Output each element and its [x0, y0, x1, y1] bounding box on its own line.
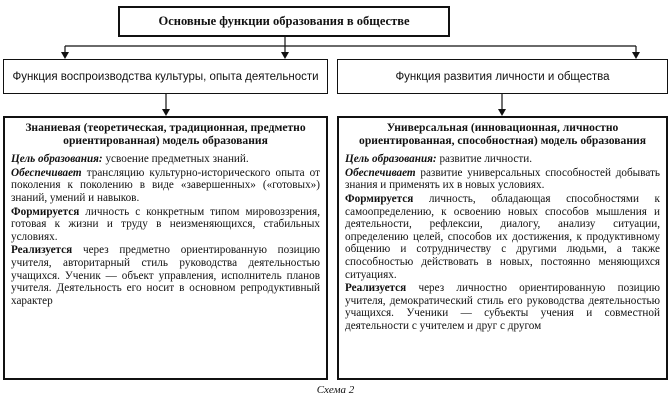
personality-development-function-box: Функция развития личности и общества [337, 59, 668, 94]
diagram-title: Основные функции образования в обществе [118, 6, 450, 37]
knowledge-model-forms: Формируется личность с конкретным типом мировоззрения, готовая к жизни и труду в неизменяющихся, стабильных условиях. [11, 205, 320, 243]
universal-model-realized: Реализуется через личностно ориентированную позицию учителя, демократический стиль его руководства деятельностью учащихся. Ученики — субъекты учения и совместной деятельности с учителем и друг с другом [345, 282, 660, 332]
universal-model-title: Универсальная (инновационная, личностно ориентированная, способностная) модель образования [359, 121, 646, 147]
knowledge-model-goal: Цель образования: усвоение предметных знаний. [11, 153, 249, 166]
universal-model-goal: Цель образования: развитие личности. [345, 153, 533, 166]
knowledge-model-title: Знаниевая (теоретическая, традиционная, предметно ориентированная) модель образования [25, 121, 306, 147]
knowledge-model-provides: Обеспечивает трансляцию культурно-исторического опыта от поколения к поколению в виде «завершенных» («готовых») знаний, умений и навыков. [11, 166, 320, 204]
universal-model-box [337, 116, 668, 380]
knowledge-model-realized: Реализуется через предметно ориентированную позицию учителя, авторитарный стиль руководства деятельностью учащихся. Ученик — объект управления, исполнитель планов учителя. Деятельность его носит в основном репродуктивный характер [11, 244, 320, 307]
figure-caption: Схема 2 [316, 384, 355, 396]
knowledge-model-box [3, 116, 328, 380]
culture-reproduction-function-box: Функция воспроизводства культуры, опыта деятельности [3, 59, 328, 94]
universal-model-provides: Обеспечивает развитие универсальных способностей добывать знания и применять их в новых условиях. [345, 166, 660, 192]
universal-model-forms: Формируется личность, обладающая способностями к самоопределению, к освоению новых способов мышления и деятельности, рефлексии, диалогу, анализу ситуации, определению целей, способов их достижения, к продуктивному общению и сотрудничеству с другими людьми, а также способностью действовать в новых, постоянно меняющихся ситуациях. [345, 192, 660, 281]
